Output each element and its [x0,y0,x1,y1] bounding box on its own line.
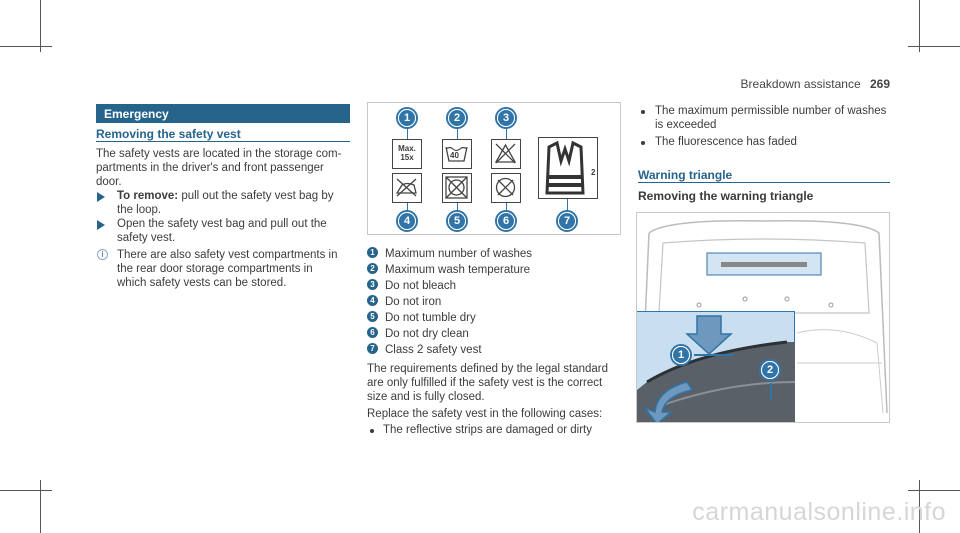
legend-item: 7 Class 2 safety vest [367,343,482,357]
subheading-remove-triangle: Removing the warning triangle [638,189,814,203]
trunk-illustration [636,212,890,423]
step-arrow-icon [97,192,105,202]
step-remove: To remove: pull out the safety vest bag by the loop. [117,190,334,216]
figure-callout: 5 [446,210,468,232]
no-dry-clean-icon [491,173,521,203]
subheading-safety-vest: Removing the safety vest [96,127,241,141]
case-fluorescence: The fluorescence has faded [655,136,797,148]
case-reflective-strips: The reflective strips are damaged or dirty [383,424,593,436]
legend-item: 6 Do not dry clean [367,327,469,341]
divider [638,182,890,183]
figure-callout: 7 [556,210,578,232]
running-header [741,77,890,91]
no-bleach-icon [491,139,521,169]
max-washes-icon: Max. 15x [392,139,422,169]
crop-mark [40,0,41,52]
triangle-callout: 2 [759,359,781,381]
crop-mark [908,46,960,47]
heading-warning-triangle: Warning triangle [638,168,733,182]
case-max-washes: The maximum permissible number of washes is exceeded [655,105,887,131]
wash-temperature-icon: 40 [442,139,472,169]
intro-paragraph: The safety vests are located in the storage com- partments in the driver's and front passenger door. [96,148,342,188]
step-open-bag: Open the safety vest bag and pull out the safety vest. [117,218,327,244]
bullet [370,429,374,433]
triangle-callout: 1 [670,344,692,366]
legend-item: 1 Maximum number of washes [367,247,532,261]
figure-callout: 3 [495,107,517,129]
figure-callout: 6 [495,210,517,232]
info-icon: i [97,249,108,260]
legend-item: 5 Do not tumble dry [367,311,476,325]
legend-item: 3 Do not bleach [367,279,456,293]
class-2-vest-icon: 2 [538,137,598,199]
section-header-bar: Emergency [96,104,350,123]
bullet [641,110,645,114]
note-paragraph: There are also safety vest compartments in the rear door storage compartments in which safety vests can be stored. [117,249,338,289]
legend-item: 4 Do not iron [367,295,441,309]
step-arrow-icon [97,220,105,230]
crop-mark [40,480,41,533]
crop-mark [0,490,52,491]
crop-mark [0,46,52,47]
figure-callout: 4 [396,210,418,232]
no-tumble-dry-icon [442,173,472,203]
crop-mark [908,490,960,491]
requirements-paragraph: The requirements defined by the legal standard are only fulfilled if the safety vest is the correct size and is fully closed. [367,363,609,403]
bullet [641,141,645,145]
figure-callout: 2 [446,107,468,129]
legend-item: 2 Maximum wash temperature [367,263,530,277]
replace-intro: Replace the safety vest in the following cases: [367,408,603,420]
divider [96,141,350,142]
no-iron-icon [392,173,422,203]
watermark: carmanualsonline.info [692,498,946,526]
section-title: Breakdown assistance [740,77,861,91]
figure-callout: 1 [396,107,418,129]
page-number: 269 [869,77,890,91]
care-label-figure [367,102,621,235]
crop-mark [919,0,920,52]
